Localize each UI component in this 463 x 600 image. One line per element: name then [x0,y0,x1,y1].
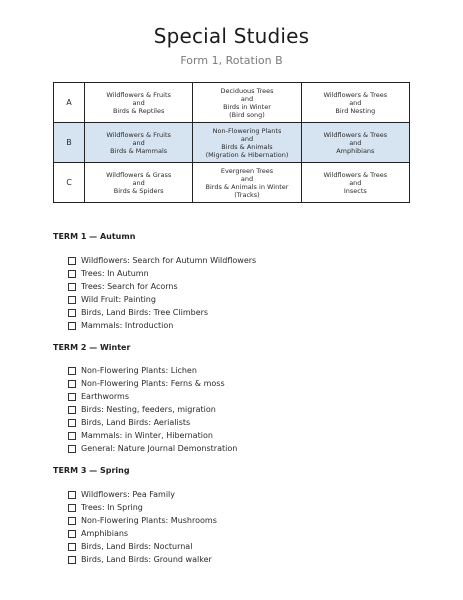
rotation-cell [85,163,193,203]
checklist-item [68,319,256,332]
rotation-cell-line: Wildflowers & Grass [106,170,172,179]
checklist-item [68,293,256,306]
checkbox-icon[interactable] [68,491,76,499]
checklist-item [68,429,237,442]
checklist-item [68,488,217,501]
rotation-cell-line: Birds & Spiders [113,186,164,195]
checklist-item-label: Birds, Land Birds: Tree Climbers [81,308,209,317]
rotation-table [53,82,410,203]
checklist-item-label: General: Nature Journal Demonstration [81,444,238,453]
rotation-cell-line: Birds & Reptiles [112,106,165,115]
checklist-item [68,280,256,293]
checklist-item-label: Wildflowers: Pea Family [81,490,175,499]
checklist-item [68,527,217,540]
rotation-cell-line: Birds in Winter [223,102,271,111]
checkbox-icon[interactable] [68,309,76,317]
rotation-cell-line: Birds & Animals in Winter [205,182,289,191]
checklist-item [68,514,217,527]
checklist-item [68,442,237,455]
checkbox-icon[interactable] [68,296,76,304]
checklist-item [68,267,256,280]
checklist-item-label: Wildflowers: Search for Autumn Wildflowers [81,256,257,265]
checkbox-icon[interactable] [68,432,76,440]
rotation-cell-line: Bird Nesting [335,106,376,115]
rotation-cell-line: Wildflowers & Trees [323,130,388,139]
rotation-cell [85,123,193,163]
checkbox-icon[interactable] [68,393,76,401]
checkbox-icon[interactable] [68,445,76,453]
checkbox-icon[interactable] [68,270,76,278]
term-heading: TERM 1 — Autumn [53,232,136,241]
checkbox-icon[interactable] [68,419,76,427]
page-title: Special Studies [153,24,310,48]
checkbox-icon[interactable] [68,322,76,330]
rotation-cell-line: Wildflowers & Fruits [106,130,171,139]
rotation-cell-line: Deciduous Trees [220,86,274,95]
term-checklist [68,488,217,566]
checkbox-icon[interactable] [68,406,76,414]
checklist-item-label: Wild Fruit: Painting [81,295,156,304]
checkbox-icon[interactable] [68,257,76,265]
rotation-cell-line: Wildflowers & Fruits [106,90,171,99]
checklist-item [68,377,237,390]
checklist-item [68,364,237,377]
checkbox-icon[interactable] [68,380,76,388]
rotation-cell [193,83,301,123]
checkbox-icon[interactable] [68,504,76,512]
checklist-item-label: Non-Flowering Plants: Ferns & moss [81,379,225,388]
checkbox-icon[interactable] [68,367,76,375]
checkbox-icon[interactable] [68,556,76,564]
rotation-cell-line: and [240,94,254,103]
term-heading: TERM 3 — Spring [53,466,130,475]
checklist-item-label: Non-Flowering Plants: Lichen [81,366,197,375]
rotation-cell [301,83,409,123]
checklist-item-label: Trees: In Autumn [81,269,149,278]
checklist-item-label: Birds, Land Birds: Nocturnal [81,542,193,551]
term-checklist [68,364,237,455]
term-heading: TERM 2 — Winter [53,343,131,352]
rotation-cell-line: (Migration & Hibernation) [205,150,289,159]
rotation-cell-line: Evergreen Trees [220,166,274,175]
rotation-table-body [54,83,410,203]
checklist-item-label: Earthworms [81,392,129,401]
rotation-row [54,83,410,123]
rotation-cell [193,123,301,163]
checklist-item [68,306,256,319]
rotation-cell-line: and [349,138,362,147]
checklist-item [68,553,217,566]
term-checklist [68,254,256,332]
rotation-cell-line: Wildflowers & Trees [323,170,388,179]
checkbox-icon[interactable] [68,543,76,551]
rotation-cell-line: and [132,138,145,147]
rotation-cell-line: and [132,178,145,187]
checkbox-icon[interactable] [68,530,76,538]
checklist-item [68,540,217,553]
rotation-cell [301,163,409,203]
checklist-item-label: Birds, Land Birds: Aerialists [81,418,191,427]
rotation-cell-line: Wildflowers & Trees [323,90,388,99]
rotation-cell-line: and [240,174,254,183]
page-subtitle: Form 1, Rotation B [180,54,283,67]
rotation-row-label: A [54,83,85,123]
rotation-row-label: C [54,163,85,203]
rotation-cell [301,123,409,163]
rotation-cell [193,163,301,203]
rotation-cell [85,83,193,123]
rotation-cell-line: Birds & Animals [221,142,273,151]
rotation-cell-line: Birds & Mammals [110,146,168,155]
checklist-item-label: Non-Flowering Plants: Mushrooms [81,516,217,525]
checklist-item [68,254,256,267]
checklist-item [68,390,237,403]
checklist-item-label: Mammals: Introduction [81,321,174,330]
checklist-item-label: Mammals: in Winter, Hibernation [81,431,213,440]
checklist-item [68,416,237,429]
rotation-cell-line: and [240,134,254,143]
checklist-item-label: Trees: Search for Acorns [81,282,178,291]
rotation-row [54,123,410,163]
rotation-row-label: B [54,123,85,163]
checklist-item-label: Birds, Land Birds: Ground walker [81,555,212,564]
checkbox-icon[interactable] [68,517,76,525]
checklist-item-label: Amphibians [81,529,129,538]
rotation-row [54,163,410,203]
checkbox-icon[interactable] [68,283,76,291]
checklist-item [68,403,237,416]
rotation-cell-line: Insects [343,186,367,195]
rotation-cell-line: and [349,178,362,187]
rotation-cell-line: Non-Flowering Plants [212,126,282,135]
rotation-cell-line: and [132,98,145,107]
checklist-item-label: Birds: Nesting, feeders, migration [81,405,216,414]
checklist-item-label: Trees: In Spring [81,503,143,512]
checklist-item [68,501,217,514]
rotation-cell-line: Amphibians [336,146,375,155]
rotation-cell-line: and [349,98,362,107]
rotation-cell-line: (Bird song) [229,110,265,119]
rotation-cell-line: (Tracks) [234,190,260,199]
